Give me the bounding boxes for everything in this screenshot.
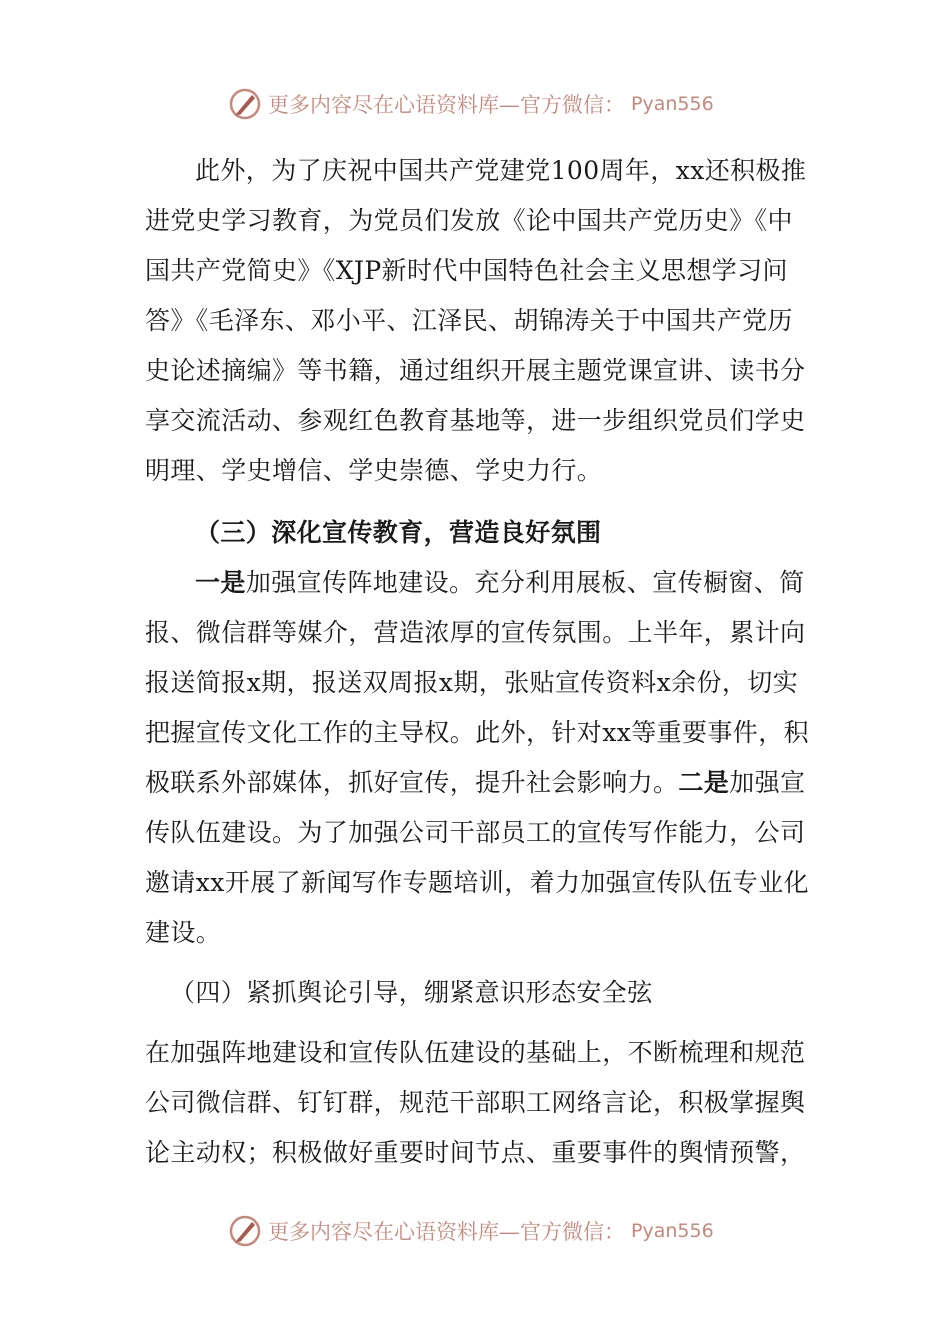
paragraph-party-history: 此外，为了庆祝中国共产党建党100周年，xx还积极推进党史学习教育，为党员们发放《论中国共产党历史》《中国共产党简史》《XJP新时代中国特色社会主义思想学习问答》《毛泽东、邓小平、江泽民、胡锦涛关于中国共产党历史论述摘编》等书籍，通过组织开展主题党课宣讲、读书分享交流活动、参观红色教育基地等，进一步组织党员们学史明理、学史增信、学史崇德、学史力行。 (145, 156, 807, 485)
watermark-handle: Pyan556 (631, 93, 714, 115)
footer-watermark (228, 1211, 748, 1251)
lead-second: 二是 (678, 768, 730, 797)
watermark-handle: Pyan556 (631, 1220, 714, 1242)
paragraph-publicity-text1: 加强宣传阵地建设。充分利用展板、宣传橱窗、简报、微信群等媒介，营造浓厚的宣传氛围。上半年，累计向报送简报x期，报送双周报x期，张贴宣传资料x余份，切实把握宣传文化工作的主导权。此外，针对xx等重要事件，积极联系外部媒体，抓好宣传，提升社会影响力。 (145, 568, 810, 797)
paragraph-publicity (145, 558, 815, 958)
header-watermark (228, 84, 748, 124)
paragraph-public-opinion: 在加强阵地建设和宣传队伍建设的基础上，不断梳理和规范公司微信群、钉钉群，规范干部职工网络言论，积极掌握舆论主动权；积极做好重要时间节点、重要事件的舆情预警， (145, 1038, 806, 1167)
document-body (145, 146, 815, 1178)
watermark-text: 更多内容尽在心语资料库—官方微信： (268, 93, 625, 117)
lead-first: 一是 (195, 568, 246, 597)
watermark-text: 更多内容尽在心语资料库—官方微信： (268, 1220, 625, 1244)
pen-circle-logo-icon (228, 87, 262, 121)
paragraph-publicity-text2: 加强宣传队伍建设。为了加强公司干部员工的宣传写作能力，公司邀请xx开展了新闻写作专题培训，着力加强宣传队伍专业化建设。 (145, 768, 810, 947)
section-heading-three: （三）深化宣传教育，营造良好氛围 (195, 518, 602, 547)
pen-circle-logo-icon (228, 1214, 262, 1248)
section-heading-four: （四）紧抓舆论引导，绷紧意识形态安全弦 (170, 978, 653, 1007)
